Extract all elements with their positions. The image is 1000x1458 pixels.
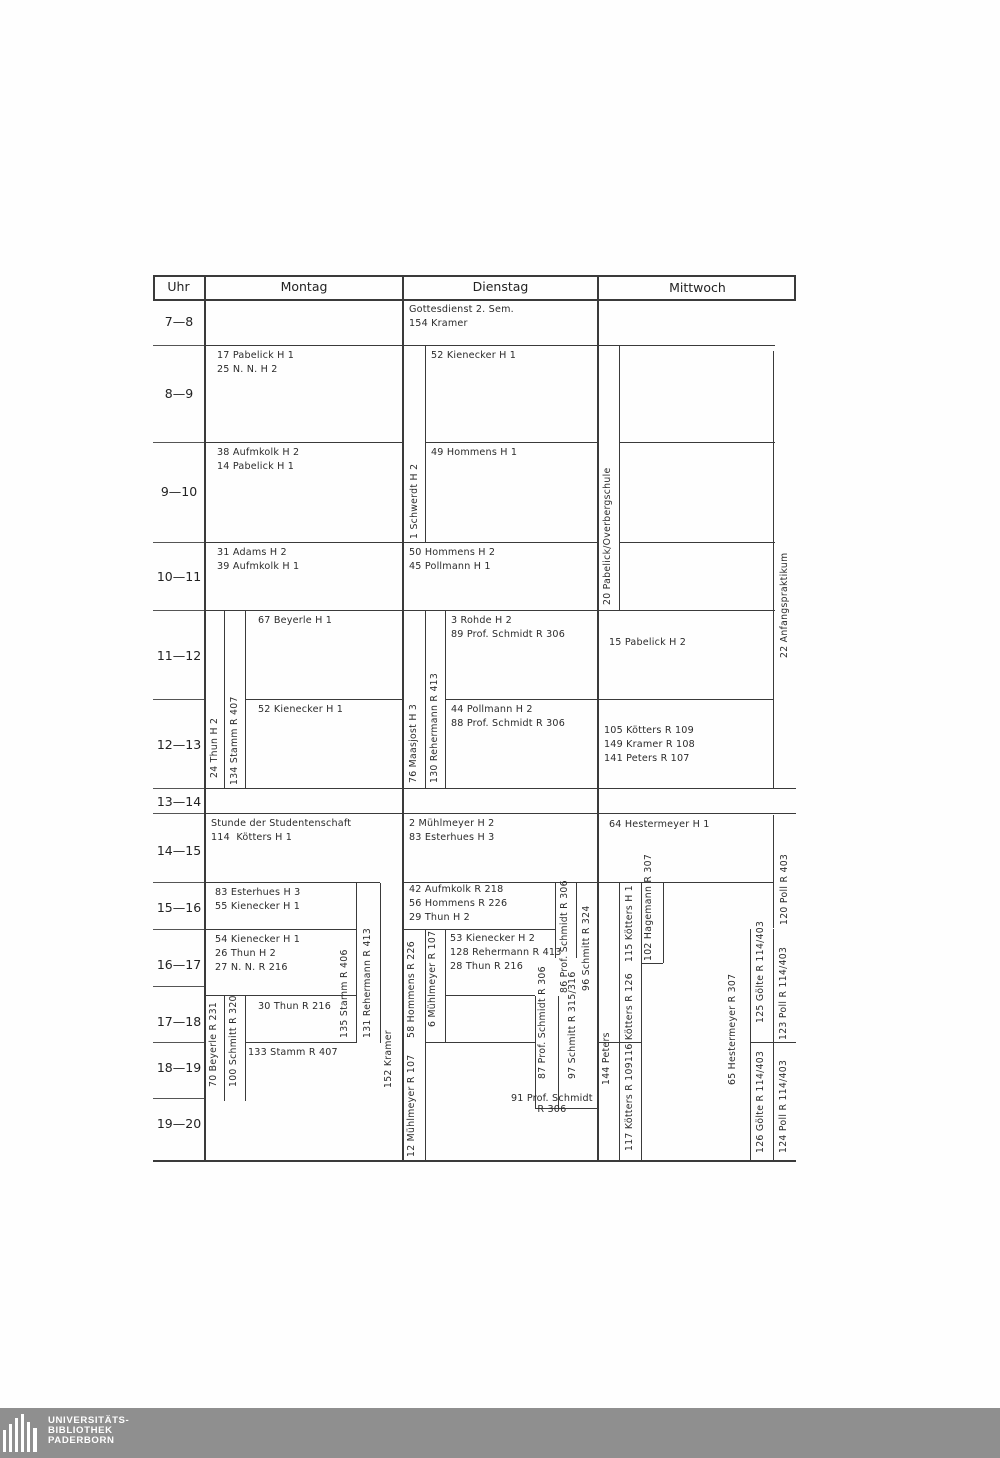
uhr-tick <box>153 542 204 543</box>
entry-mi-11-12: 15 Pabelick H 2 <box>609 637 687 648</box>
uhr-tick <box>153 1098 204 1099</box>
frame-top <box>153 275 796 277</box>
entry-mi-hestermeyer-65: 65 Hestermeyer R 307 <box>727 973 738 1085</box>
entry-mi-koetters-115: 115 Kötters H 1 <box>624 884 635 962</box>
entry-mo-thun-30: 30 Thun R 216 <box>258 1001 332 1012</box>
entry-mi-poll-123: 123 Poll R 114/403 <box>778 946 789 1040</box>
entry-mo-stamm-133: 133 Stamm R 407 <box>248 1047 338 1058</box>
di-rule <box>404 813 597 814</box>
hour-16-17: 16—17 <box>156 957 202 972</box>
mo-vrule <box>224 996 225 1101</box>
mi-rule <box>599 699 773 700</box>
mi-vrule <box>663 883 664 963</box>
di-vrule <box>576 883 577 958</box>
mi-vrule <box>619 346 620 610</box>
library-name-line2: BIBLIOTHEK <box>48 1425 113 1437</box>
entry-di-8-9: 52 Kienecker H 1 <box>431 350 517 361</box>
header-uhr: Uhr <box>167 279 190 294</box>
entry-di-11-12: 3 Rohde H 2 89 Prof. Schmidt R 306 <box>451 615 566 641</box>
mo-rule <box>206 929 356 930</box>
uhr-tick <box>153 882 204 883</box>
mo-rule <box>206 542 402 543</box>
library-logo-icon <box>3 1414 39 1452</box>
entry-mo-11-12: 67 Beyerle H 1 <box>258 615 333 626</box>
hour-14-15: 14—15 <box>156 843 202 858</box>
hour-17-18: 17—18 <box>156 1014 202 1029</box>
di-rule <box>404 788 597 789</box>
mi-vrule <box>619 883 620 1160</box>
entry-mo-kramer-152: 152 Kramer <box>383 1030 394 1088</box>
di-vrule <box>425 346 426 542</box>
mi-vrule <box>750 929 751 1160</box>
mi-rule <box>641 963 663 964</box>
library-name <box>48 1416 129 1447</box>
entry-di-15-16: 42 Aufmkolk R 218 56 Hommens R 226 29 Thun H 2 <box>409 884 508 924</box>
di-rule <box>425 1042 535 1043</box>
di-rule <box>445 699 597 700</box>
entry-di-schmidt-86: 86 Prof. Schmidt R 306 <box>559 880 570 993</box>
entry-mo-9-10: 38 Aufmkolk H 2 14 Pabelick H 1 <box>217 447 300 473</box>
frame-bottom <box>153 1160 796 1162</box>
mo-vrule <box>245 611 246 788</box>
entry-mo-10-11: 31 Adams H 2 39 Aufmkolk H 1 <box>217 547 300 573</box>
entry-mi-goelte-125: 125 Gölte R 114/403 <box>755 920 766 1023</box>
mo-vrule <box>224 611 225 788</box>
entry-di-12-13: 44 Pollmann H 2 88 Prof. Schmidt R 306 <box>451 704 566 730</box>
entry-mi-peters-144: 144 Peters <box>601 1032 612 1085</box>
entry-mo-15-16: 83 Esterhues H 3 55 Kienecker H 1 <box>215 887 301 913</box>
di-rule <box>445 995 535 996</box>
mi-rule <box>599 788 796 789</box>
entry-mo-beyerle-70: 70 Beyerle R 231 <box>208 1001 219 1087</box>
entry-mo-stamm-134: 134 Stamm R 407 <box>229 696 240 785</box>
mi-rule <box>599 610 775 611</box>
uhr-tick <box>153 788 204 789</box>
mi-vrule <box>773 815 774 928</box>
library-name-line1: UNIVERSITÄTS- <box>48 1415 130 1426</box>
timetable <box>153 275 796 1162</box>
hour-9-10: 9—10 <box>160 484 198 499</box>
entry-di-muehlmeyer-6: 6 Mühlmeyer R 107 <box>427 930 438 1027</box>
mo-rule <box>206 345 402 346</box>
di-rule <box>404 610 597 611</box>
entry-mo-8-9: 17 Pabelick H 1 25 N. N. H 2 <box>217 350 295 376</box>
header-dienstag: Dienstag <box>472 279 529 294</box>
mo-rule <box>206 788 402 789</box>
entry-mi-14-15: 64 Hestermeyer H 1 <box>609 819 710 830</box>
di-rule <box>404 542 597 543</box>
mi-rule <box>750 1042 796 1043</box>
col-sep-dienstag <box>597 275 599 1162</box>
entry-di-10-11: 50 Hommens H 2 45 Pollmann H 1 <box>409 547 496 573</box>
hour-15-16: 15—16 <box>156 900 202 915</box>
entry-di-9-10: 49 Hommens H 1 <box>431 447 518 458</box>
mo-rule <box>206 813 402 814</box>
mi-rule <box>599 345 775 346</box>
uhr-tick <box>153 986 204 987</box>
di-rule <box>404 345 597 346</box>
mo-rule <box>206 610 402 611</box>
header-rule <box>153 299 796 301</box>
entry-di-maasjost-76: 76 Maasjost H 3 <box>408 703 419 783</box>
entry-di-schmidt-87: 87 Prof. Schmidt R 306 <box>537 966 548 1079</box>
entry-mo-schmitt-100: 100 Schmitt R 320 <box>228 995 239 1087</box>
entry-mi-pabelick-20: 20 Pabelick/Overbergschule <box>602 467 613 605</box>
hour-13-14: 13—14 <box>156 794 202 809</box>
di-vrule <box>425 930 426 1160</box>
hour-18-19: 18—19 <box>156 1060 202 1075</box>
entry-mo-12-13: 52 Kienecker H 1 <box>258 704 344 715</box>
entry-mi-anfangspraktikum-22: 22 Anfangspraktikum <box>779 552 790 658</box>
mo-vrule <box>245 996 246 1101</box>
mo-rule <box>206 882 380 883</box>
entry-di-schmitt-96: 96 Schmitt R 324 <box>581 905 592 991</box>
entry-mo-stamm-135: 135 Stamm R 406 <box>339 949 350 1038</box>
hour-19-20: 19—20 <box>156 1116 202 1131</box>
entry-mo-16-17: 54 Kienecker H 1 26 Thun H 2 27 N. N. R 216 <box>215 934 301 974</box>
mi-rule <box>599 882 773 883</box>
entry-di-muehlmeyer-12: 12 Mühlmeyer R 107 <box>406 1054 417 1157</box>
hour-12-13: 12—13 <box>156 737 202 752</box>
mo-rule <box>206 442 402 443</box>
entry-mi-hagemann-102: 102 Hagemann R 307 <box>643 853 654 961</box>
entry-di-hommens-58: 58 Hommens R 226 <box>406 941 417 1038</box>
hour-11-12: 11—12 <box>156 648 202 663</box>
entry-mi-koetters-117: 117 Kötters R 109 <box>624 1062 635 1151</box>
library-name-line3: PADERBORN <box>48 1435 115 1447</box>
mo-rule <box>245 699 402 700</box>
entry-di-7-8: Gottesdienst 2. Sem. 154 Kramer <box>409 304 514 330</box>
mo-vrule <box>356 883 357 1043</box>
entry-di-16-17: 53 Kienecker H 2 128 Rehermann R 413 28 Thun R 216 <box>450 933 562 973</box>
entry-di-schwerdt-1: 1 Schwerdt H 2 <box>409 463 420 539</box>
library-footer-bar <box>0 1408 1000 1458</box>
uhr-tick <box>153 345 204 346</box>
entry-di-rehermann-130: 130 Rehermann R 413 <box>429 672 440 783</box>
uhr-tick <box>153 442 204 443</box>
di-vrule <box>445 930 446 1042</box>
di-vrule <box>425 611 426 788</box>
entry-mo-rehermann-131: 131 Rehermann R 413 <box>362 927 373 1038</box>
entry-mi-poll-124: 124 Poll R 114/403 <box>778 1059 789 1153</box>
entry-mo-14-15: Stunde der Studentenschaft 114 Kötters H 1 <box>211 818 352 844</box>
uhr-tick <box>153 929 204 930</box>
col-sep-montag <box>402 275 404 1162</box>
uhr-tick <box>153 610 204 611</box>
di-vrule <box>558 996 559 1108</box>
entry-di-14-15: 2 Mühlmeyer H 2 83 Esterhues H 3 <box>409 818 495 844</box>
mi-rule <box>619 542 775 543</box>
uhr-tick <box>153 1042 204 1043</box>
mi-rule <box>599 813 796 814</box>
header-montag: Montag <box>280 279 328 294</box>
uhr-tick <box>153 699 204 700</box>
mo-rule <box>245 1042 356 1043</box>
header-mittwoch: Mittwoch <box>669 280 726 295</box>
mi-vrule <box>641 883 642 1160</box>
entry-mi-poll-120: 120 Poll R 403 <box>779 853 790 925</box>
mi-vrule <box>773 351 774 788</box>
entry-di-schmitt-97: 97 Schmitt R 315/316 <box>567 971 578 1079</box>
mi-rule <box>619 442 775 443</box>
uhr-tick <box>153 813 204 814</box>
hour-8-9: 8—9 <box>164 386 194 401</box>
entry-di-schmidt-91: 91 Prof. Schmidt R 306 <box>511 1093 593 1115</box>
entry-mi-goelte-126: 126 Gölte R 114/403 <box>755 1050 766 1153</box>
hour-7-8: 7—8 <box>164 314 194 329</box>
di-vrule <box>535 996 536 1108</box>
entry-mi-koetters-116: 116 Kötters R 126 <box>624 973 635 1062</box>
hour-10-11: 10—11 <box>156 569 202 584</box>
mo-vrule <box>380 883 381 1043</box>
mi-vrule <box>773 929 774 1160</box>
entry-mi-12-13: 105 Kötters R 109 149 Kramer R 108 141 Peters R 107 <box>604 725 695 765</box>
di-rule <box>425 442 597 443</box>
entry-mo-thun-24: 24 Thun H 2 <box>209 717 220 778</box>
